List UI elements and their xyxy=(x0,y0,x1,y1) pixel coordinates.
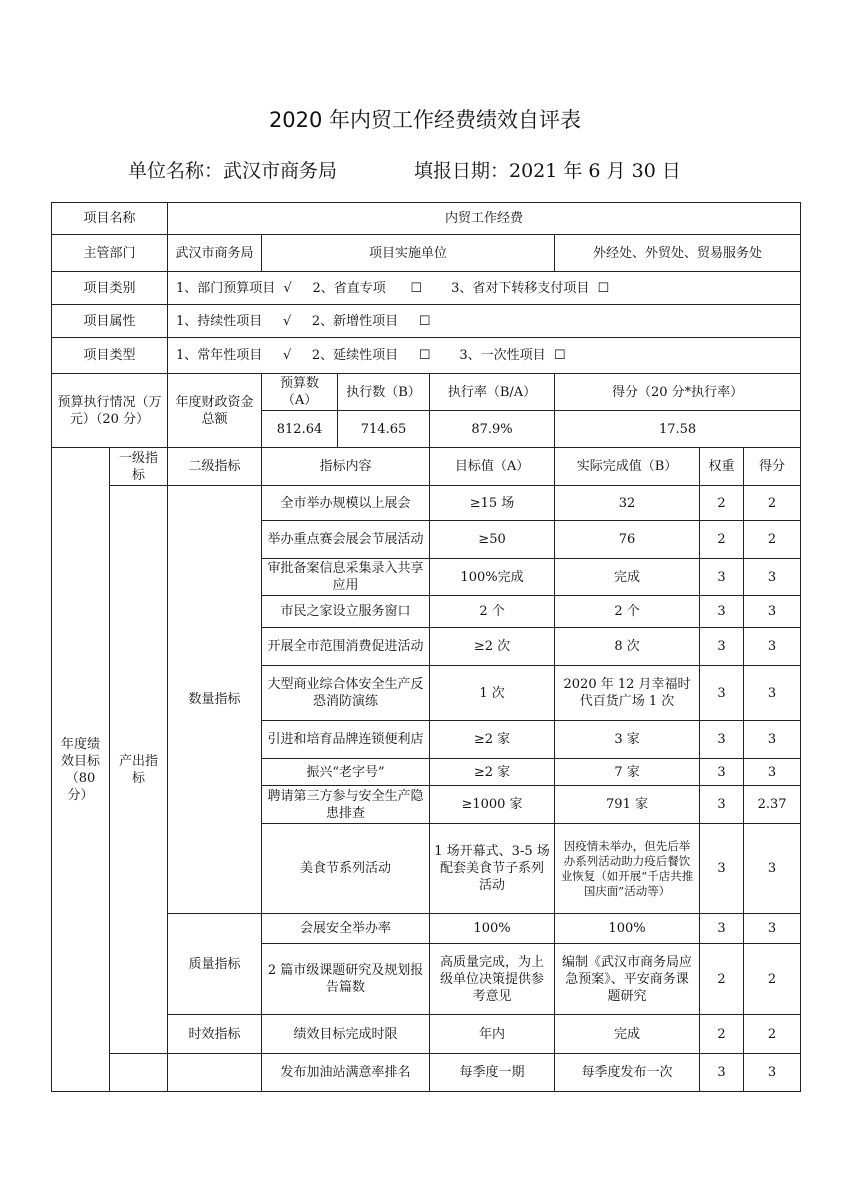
impl-unit-value: 外经处、外贸处、贸易服务处 xyxy=(555,235,801,272)
item-content: 2 篇市级课题研究及规划报告篇数 xyxy=(262,944,430,1015)
perf-header-weight: 权重 xyxy=(700,448,744,486)
attribute-label: 项目属性 xyxy=(52,305,168,338)
item-actual: 3 家 xyxy=(555,721,700,759)
item-score: 2.37 xyxy=(744,786,801,824)
dept-label: 主管部门 xyxy=(52,235,168,272)
level2-quality: 质量指标 xyxy=(168,914,262,1015)
item-actual: 791 家 xyxy=(555,786,700,824)
report-date: 填报日期：2021 年 6 月 30 日 xyxy=(414,160,681,182)
table-row xyxy=(52,1054,801,1092)
budget-header-score: 得分（20 分*执行率） xyxy=(555,374,801,411)
item-actual: 100% xyxy=(555,914,700,944)
item-content: 会展安全举办率 xyxy=(262,914,430,944)
item-actual: 完成 xyxy=(555,1015,700,1054)
item-weight: 2 xyxy=(700,944,744,1015)
item-actual: 2020 年 12 月幸福时代百货广场 1 次 xyxy=(555,666,700,721)
item-target: 1 次 xyxy=(430,666,555,721)
perf-header-score: 得分 xyxy=(744,448,801,486)
item-target: 100%完成 xyxy=(430,559,555,596)
item-score: 3 xyxy=(744,914,801,944)
item-score: 3 xyxy=(744,559,801,596)
item-target: ≥1000 家 xyxy=(430,786,555,824)
empty-cell xyxy=(168,1054,262,1092)
item-target: ≥2 次 xyxy=(430,628,555,666)
item-content: 举办重点赛会展会节展活动 xyxy=(262,521,430,559)
item-target: 2 个 xyxy=(430,596,555,628)
item-score: 3 xyxy=(744,666,801,721)
perf-header-level2: 二级指标 xyxy=(168,448,262,486)
dept-value: 武汉市商务局 xyxy=(168,235,262,272)
item-actual: 32 xyxy=(555,486,700,521)
table-row xyxy=(52,486,801,521)
item-score: 3 xyxy=(744,628,801,666)
item-content: 振兴“老字号” xyxy=(262,759,430,786)
item-weight: 2 xyxy=(700,1015,744,1054)
category-label: 项目类别 xyxy=(52,272,168,305)
item-target: ≥50 xyxy=(430,521,555,559)
item-score: 3 xyxy=(744,759,801,786)
item-score: 2 xyxy=(744,944,801,1015)
item-weight: 3 xyxy=(700,759,744,786)
item-weight: 3 xyxy=(700,559,744,596)
item-target: 100% xyxy=(430,914,555,944)
type-value: 1、常年性项目 √ 2、延续性项目 ☐ 3、一次性项目 ☐ xyxy=(168,338,801,374)
item-actual: 因疫情未举办，但先后举办系列活动助力疫后餐饮业恢复（如开展“千店共推国庆面”活动等） xyxy=(555,824,700,914)
empty-cell xyxy=(110,1054,168,1092)
item-content: 市民之家设立服务窗口 xyxy=(262,596,430,628)
type-label: 项目类型 xyxy=(52,338,168,374)
budget-total-label: 年度财政资金总额 xyxy=(168,374,262,448)
meta-line xyxy=(128,156,681,183)
budget-header-a: 预算数（A） xyxy=(262,374,338,411)
item-content: 全市举办规模以上展会 xyxy=(262,486,430,521)
item-content: 美食节系列活动 xyxy=(262,824,430,914)
item-actual: 每季度发布一次 xyxy=(555,1054,700,1092)
item-weight: 3 xyxy=(700,914,744,944)
item-target: ≥2 家 xyxy=(430,759,555,786)
perf-header-actual: 实际完成值（B） xyxy=(555,448,700,486)
perf-header-content: 指标内容 xyxy=(262,448,430,486)
item-actual: 7 家 xyxy=(555,759,700,786)
budget-value-b: 714.65 xyxy=(338,411,430,448)
item-actual: 8 次 xyxy=(555,628,700,666)
item-target: 高质量完成，为上级单位决策提供参考意见 xyxy=(430,944,555,1015)
item-score: 2 xyxy=(744,1015,801,1054)
perf-header-level1: 一级指标 xyxy=(110,448,168,486)
item-target: ≥15 场 xyxy=(430,486,555,521)
category-value: 1、部门预算项目 √ 2、省直专项 ☐ 3、省对下转移支付项目 ☐ xyxy=(168,272,801,305)
level2-quantity: 数量指标 xyxy=(168,486,262,914)
item-content: 绩效目标完成时限 xyxy=(262,1015,430,1054)
project-name-label: 项目名称 xyxy=(52,203,168,235)
item-weight: 3 xyxy=(700,1054,744,1092)
item-actual: 完成 xyxy=(555,559,700,596)
budget-header-rate: 执行率（B/A） xyxy=(430,374,555,411)
perf-goal-label: 年度绩效目标（80 分） xyxy=(52,448,110,1092)
item-weight: 3 xyxy=(700,628,744,666)
attribute-value: 1、持续性项目 √ 2、新增性项目 ☐ xyxy=(168,305,801,338)
item-actual: 编制《武汉市商务局应急预案》、平安商务课题研究 xyxy=(555,944,700,1015)
item-score: 3 xyxy=(744,824,801,914)
impl-unit-label: 项目实施单位 xyxy=(262,235,555,272)
item-score: 2 xyxy=(744,521,801,559)
item-content: 引进和培育品牌连锁便利店 xyxy=(262,721,430,759)
budget-label: 预算执行情况（万元）（20 分） xyxy=(52,374,168,448)
item-weight: 3 xyxy=(700,786,744,824)
item-score: 2 xyxy=(744,486,801,521)
project-name-value: 内贸工作经费 xyxy=(168,203,801,235)
perf-header-target: 目标值（A） xyxy=(430,448,555,486)
item-weight: 2 xyxy=(700,521,744,559)
item-weight: 2 xyxy=(700,486,744,521)
item-content: 大型商业综合体安全生产反恐消防演练 xyxy=(262,666,430,721)
level2-timeliness: 时效指标 xyxy=(168,1015,262,1054)
item-weight: 3 xyxy=(700,721,744,759)
item-score: 3 xyxy=(744,721,801,759)
budget-value-score: 17.58 xyxy=(555,411,801,448)
level1-output: 产出指标 xyxy=(110,486,168,1054)
item-target: 年内 xyxy=(430,1015,555,1054)
unit-name: 单位名称：武汉市商务局 xyxy=(128,160,338,182)
item-content: 开展全市范围消费促进活动 xyxy=(262,628,430,666)
page-title: 2020 年内贸工作经费绩效自评表 xyxy=(268,108,582,132)
self-evaluation-table xyxy=(51,202,801,1092)
item-score: 3 xyxy=(744,596,801,628)
budget-header-b: 执行数（B） xyxy=(338,374,430,411)
item-weight: 3 xyxy=(700,824,744,914)
item-target: 每季度一期 xyxy=(430,1054,555,1092)
item-weight: 3 xyxy=(700,596,744,628)
item-content: 发布加油站满意率排名 xyxy=(262,1054,430,1092)
item-target: 1 场开幕式、3-5 场配套美食节子系列活动 xyxy=(430,824,555,914)
item-actual: 2 个 xyxy=(555,596,700,628)
item-score: 3 xyxy=(744,1054,801,1092)
item-content: 聘请第三方参与安全生产隐患排查 xyxy=(262,786,430,824)
item-actual: 76 xyxy=(555,521,700,559)
budget-value-a: 812.64 xyxy=(262,411,338,448)
item-weight: 3 xyxy=(700,666,744,721)
item-target: ≥2 家 xyxy=(430,721,555,759)
budget-value-rate: 87.9% xyxy=(430,411,555,448)
item-content: 审批备案信息采集录入共享应用 xyxy=(262,559,430,596)
